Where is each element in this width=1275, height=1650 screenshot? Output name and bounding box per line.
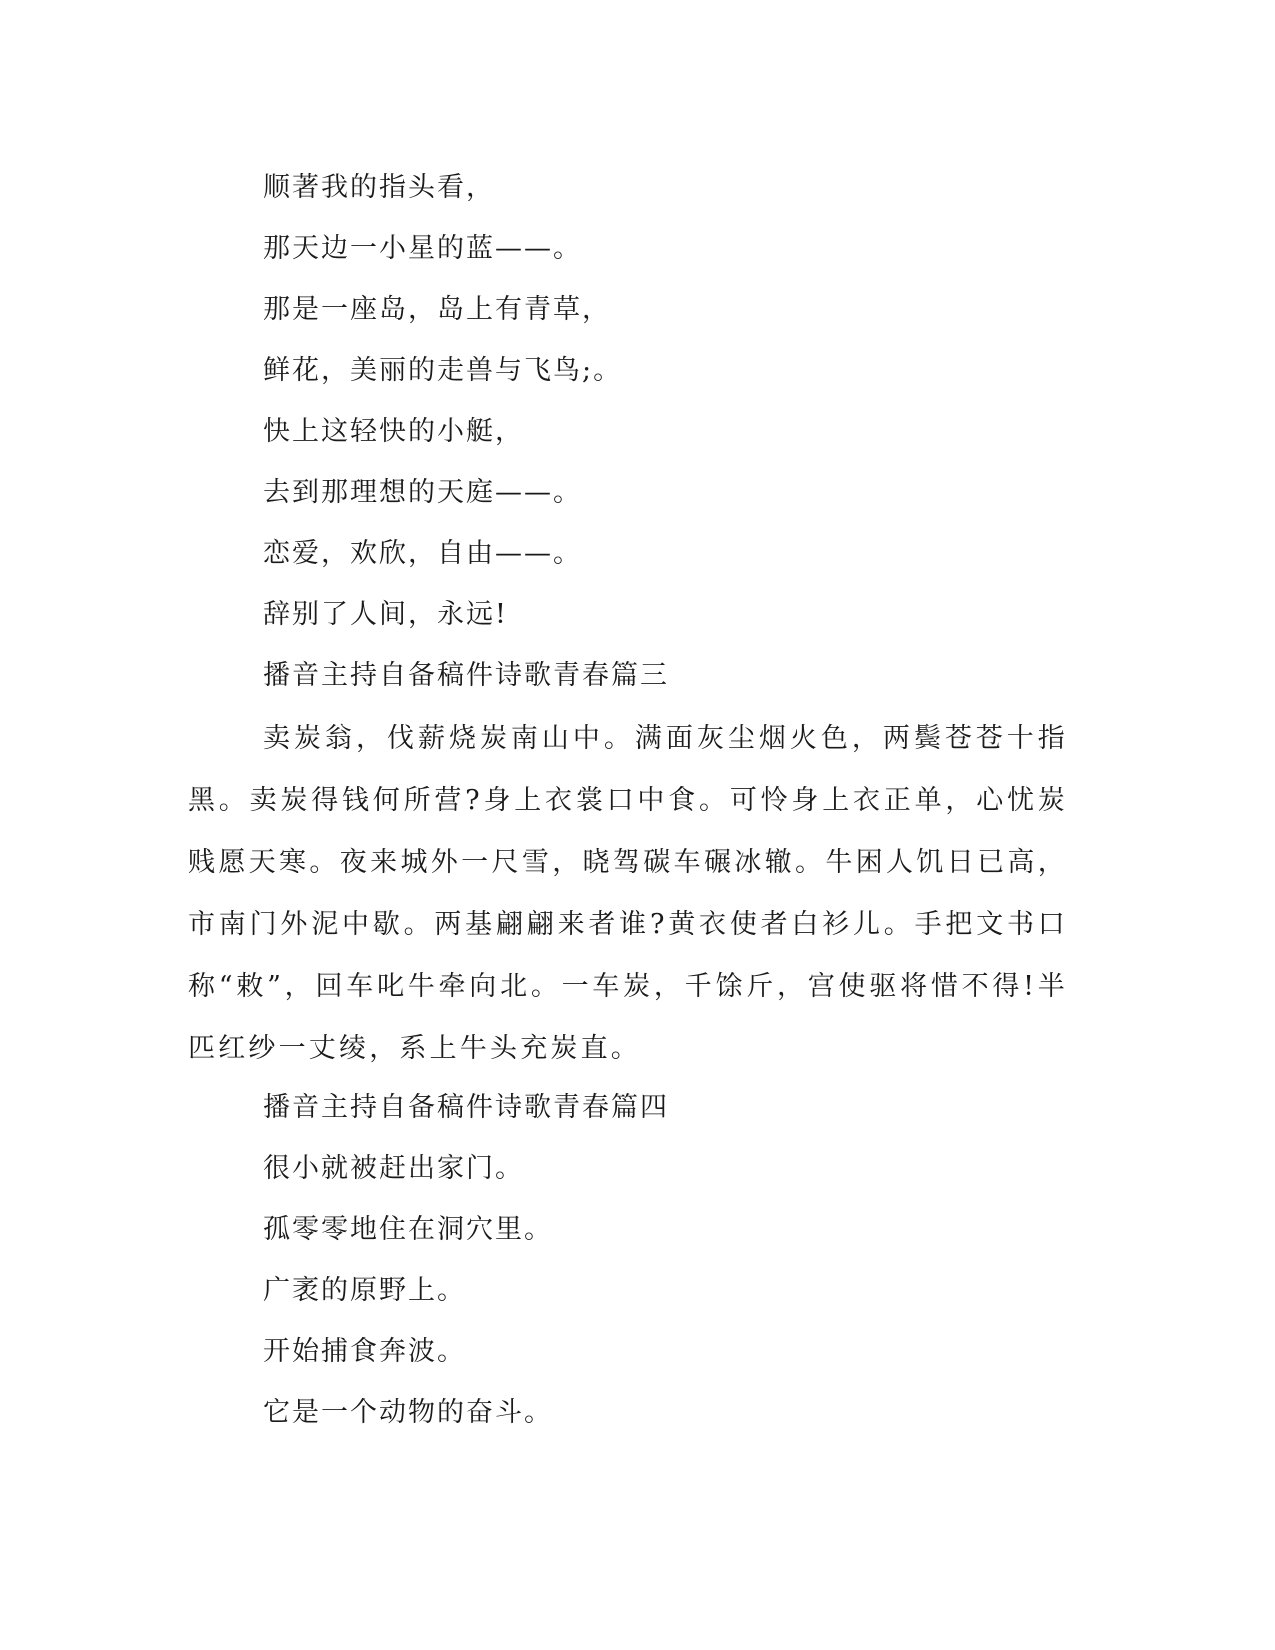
poem-line: 鲜花，美丽的走兽与飞鸟;。 — [263, 355, 623, 386]
poem-line: 孤零零地住在洞穴里。 — [263, 1214, 553, 1245]
poem-line: 快上这轻快的小艇， — [263, 416, 524, 447]
poem-line: 辞别了人间，永远! — [263, 599, 508, 630]
poem-line: 广袤的原野上。 — [263, 1275, 466, 1306]
section-heading: 播音主持自备稿件诗歌青春篇三 — [263, 660, 669, 691]
poem-line: 那是一座岛，岛上有青草， — [263, 294, 611, 325]
poem-line: 那天边一小星的蓝——。 — [263, 233, 582, 264]
section-paragraph: 卖炭翁，伐薪烧炭南山中。满面灰尘烟火色，两鬓苍苍十指黑。卖炭得钱何所营?身上衣裳口中食。可怜身上衣正单，心忧炭贱愿天寒。夜来城外一尺雪，晓驾碳车碾冰辙。牛困人饥日已高，市南门外泥中歇。两基翩翩来者谁?黄衣使者白衫儿。手把文书口称“敕”，回车叱牛牵向北。一车炭，千馀斤，宫使驱将惜不得!半匹红纱一丈绫，系上牛头充炭直。 — [188, 723, 1068, 1064]
poem-line: 恋爱，欢欣，自由——。 — [263, 538, 582, 569]
poem-line: 去到那理想的天庭——。 — [263, 477, 582, 508]
poem-line: 它是一个动物的奋斗。 — [263, 1397, 553, 1428]
poem-line: 很小就被赶出家门。 — [263, 1153, 524, 1184]
poem-line: 顺著我的指头看， — [263, 172, 495, 203]
section-heading: 播音主持自备稿件诗歌青春篇四 — [263, 1092, 669, 1123]
poem-line: 开始捕食奔波。 — [263, 1336, 466, 1367]
